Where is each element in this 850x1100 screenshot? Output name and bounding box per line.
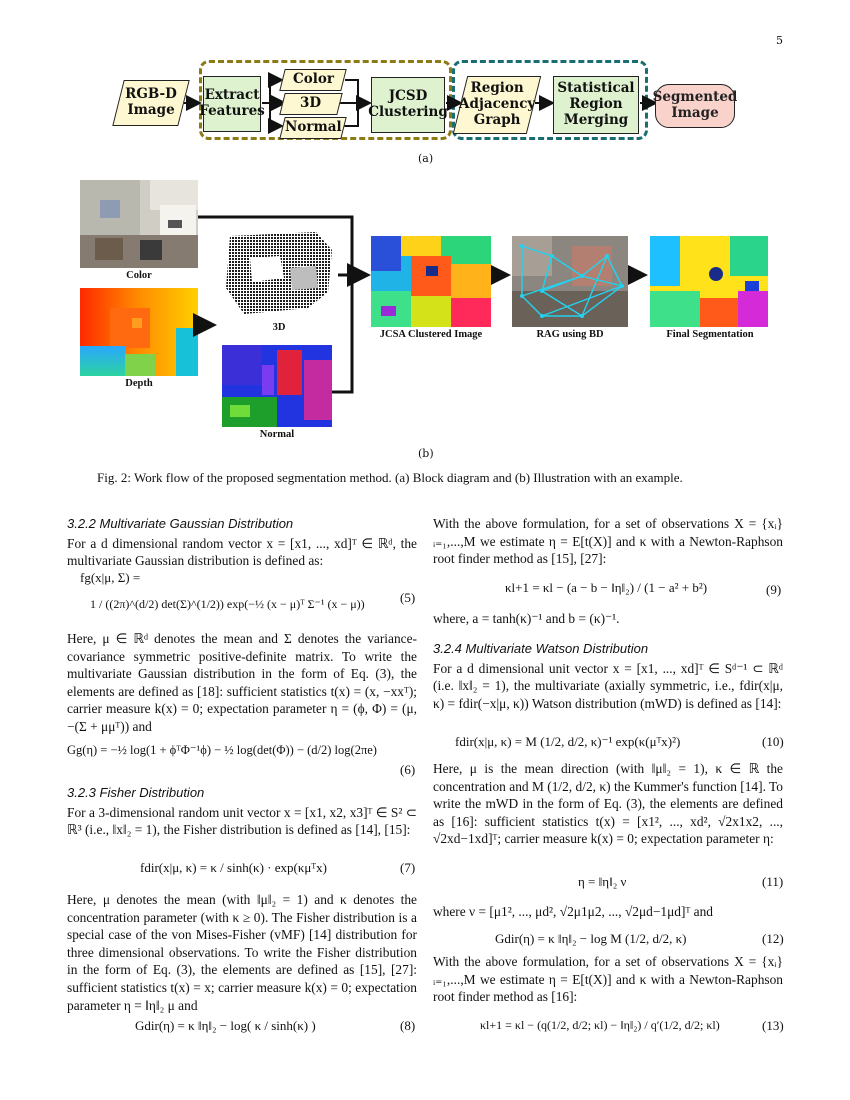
section-3-2-2-heading: 3.2.2 Multivariate Gaussian Distribution (67, 516, 294, 531)
equation-10: fdir(x|μ, κ) = M (1/2, d/2, κ)⁻¹ exp(κ(μᵀx)²) (455, 734, 681, 749)
3d-feature-block: 3D (279, 93, 342, 115)
normal-feature-block: Normal (279, 117, 346, 139)
section-3-2-2-intro: For a d dimensional random vector x = [x1, ..., xd]ᵀ ∈ ℝᵈ, the multivariate Gaussian distribution is defined as: (67, 535, 417, 569)
srm-block: Statistical Region Merging (553, 76, 639, 134)
equation-13: κl+1 = κl − (q(1/2, d/2; κl) − ‖η‖₂) / q′(1/2, d/2; κl) (480, 1018, 720, 1032)
rag-label: RAG using BD (536, 329, 604, 340)
right-closing: With the above formulation, for a set of observations X = {xᵢ}ᵢ₌₁,...,M we estimate η = E[t(X)] and κ with a Newton-Raphson root finder method as [16]: (433, 954, 783, 1005)
section-3-2-3 (67, 784, 417, 839)
section-3-2-4 (433, 640, 783, 712)
equation-6-number: (6) (400, 762, 416, 777)
section-3-2-3-body: Here, μ denotes the mean (with ‖μ‖₂ = 1) and κ denotes the concentration parameter (with κ ≥ 0). The Fisher distribution is a special case of the von Mises-Fisher (vMF) [14] distribution for three dimensional observations. To write the Fisher distribution in the form of Eq. (3), the elements are defined as [15], [27]: sufficient statistics t(x) = x; carrier measure k(x) = 0; expectation parameter η = ‖η‖₂ μ and (67, 892, 417, 1013)
rag-image (512, 236, 628, 327)
left-column (67, 515, 417, 570)
equation-12: Gdir(η) = κ ‖η‖₂ − log M (1/2, d/2, κ) (495, 931, 687, 946)
section-3-2-4-heading: 3.2.4 Multivariate Watson Distribution (433, 641, 649, 656)
color-feature-block: Color (279, 69, 346, 91)
equation-7-number: (7) (400, 860, 416, 875)
subfig-a-label: (a) (418, 152, 434, 165)
equation-5-lhs: fg(x|μ, Σ) = (80, 570, 141, 585)
section-3-2-3-heading: 3.2.3 Fisher Distribution (67, 785, 205, 800)
equation-13-number: (13) (762, 1018, 784, 1033)
equation-9: κl+1 = κl − (a − b − ‖η‖₂) / (1 − a² + b²) (505, 580, 708, 595)
equation-8-number: (8) (400, 1018, 416, 1033)
extract-features-block: Extract Features (203, 76, 261, 132)
rgbd-image-block: RGB-D Image (112, 80, 189, 126)
section-3-2-3-intro: For a 3-dimensional random unit vector x = [x1, x2, x3]ᵀ ∈ S² ⊂ ℝ³ (i.e., ‖x‖₂ = 1), the Fisher distribution is defined as [14], [15]: (67, 804, 417, 838)
3d-image-label: 3D (272, 322, 286, 333)
final-segmentation-label: Final Segmentation (666, 329, 754, 340)
equation-11-number: (11) (762, 874, 784, 889)
segmented-image-block: Segmented Image (655, 84, 735, 128)
depth-image-label: Depth (125, 378, 153, 389)
section-3-2-4-intro: For a d dimensional unit vector x = [x1, ..., xd]ᵀ ∈ Sᵈ⁻¹ ⊂ ℝᵈ (i.e. ‖x‖₂ = 1), the multivariate (axially symmetric, i.e., fdir(x|μ, κ) = fdir(−x|μ, κ)) Watson distribution (mWD) is defined as [14]: (433, 660, 783, 711)
jcsa-label: JCSA Clustered Image (379, 329, 483, 340)
equation-5-rhs: 1 / ((2π)^(d/2) det(Σ)^(1/2)) exp(−½ (x − μ)ᵀ Σ⁻¹ (x − μ)) (90, 597, 365, 611)
normal-image-label: Normal (259, 429, 295, 440)
final-segmentation-image (650, 236, 768, 327)
right-intro: With the above formulation, for a set of observations X = {xᵢ}ᵢ₌₁,...,M we estimate η = E[t(X)] and κ with a Newton-Raphson root finder method as [15], [27]: (433, 516, 783, 567)
figure-caption: Fig. 2: Work flow of the proposed segmentation method. (a) Block diagram and (b) Illustration with an example. (97, 470, 683, 485)
page-number: 5 (776, 34, 783, 47)
equation-5-number: (5) (400, 590, 416, 605)
equation-7: fdir(x|μ, κ) = κ / sinh(κ) · exp(κμᵀx) (140, 860, 327, 875)
rag-block: Region Adjacency Graph (453, 76, 541, 134)
equation-10-number: (10) (762, 734, 784, 749)
eq9-where: where, a = tanh(κ)⁻¹ and b = (κ)⁻¹. (433, 611, 620, 626)
nu-definition: where ν = [μ1², ..., μd², √2μ1μ2, ..., √2μd−1μd]ᵀ and (433, 904, 713, 919)
subfig-b-label: (b) (418, 447, 434, 460)
color-image-label: Color (126, 270, 152, 281)
equation-6: Gg(η) = −½ log(1 + ϕᵀΦ⁻¹ϕ) − ½ log(det(Φ)) − (d/2) log(2πe) (67, 743, 377, 757)
jcsd-clustering-block: JCSD Clustering (371, 77, 445, 133)
equation-9-number: (9) (766, 582, 782, 597)
equation-11: η = ‖η‖₂ ν (578, 874, 627, 889)
equation-8: Gdir(η) = κ ‖η‖₂ − log( κ / sinh(κ) ) (135, 1018, 316, 1033)
equation-12-number: (12) (762, 931, 784, 946)
section-3-2-4-body: Here, μ is the mean direction (with ‖μ‖₂ = 1), κ ∈ ℝ the concentration and M (1/2, d/2, κ) the Kummer's function [14]. To write the mWD in the form of Eq. (3), the elements are defined as [16]: sufficient statistics t(x) = [x1², ..., xd², √2x1x2, ..., √2xd−1xd]ᵀ; carrier measure k(x) = 0; expectation parameter η: (433, 761, 783, 847)
section-3-2-2-body: Here, μ ∈ ℝᵈ denotes the mean and Σ denotes the variance-covariance symmetric positive-definite matrix. To write the multivariate Gaussian distribution in the form of Eq. (3), the elements are defined as [18]: sufficient statistics t(x) = (x, −xxᵀ); carrier measure k(x) = 0; expectation parameter η = (ϕ, Φ) = (μ, −(Σ + μμᵀ)) and (67, 631, 417, 734)
jcsa-clustered-image (371, 236, 491, 327)
